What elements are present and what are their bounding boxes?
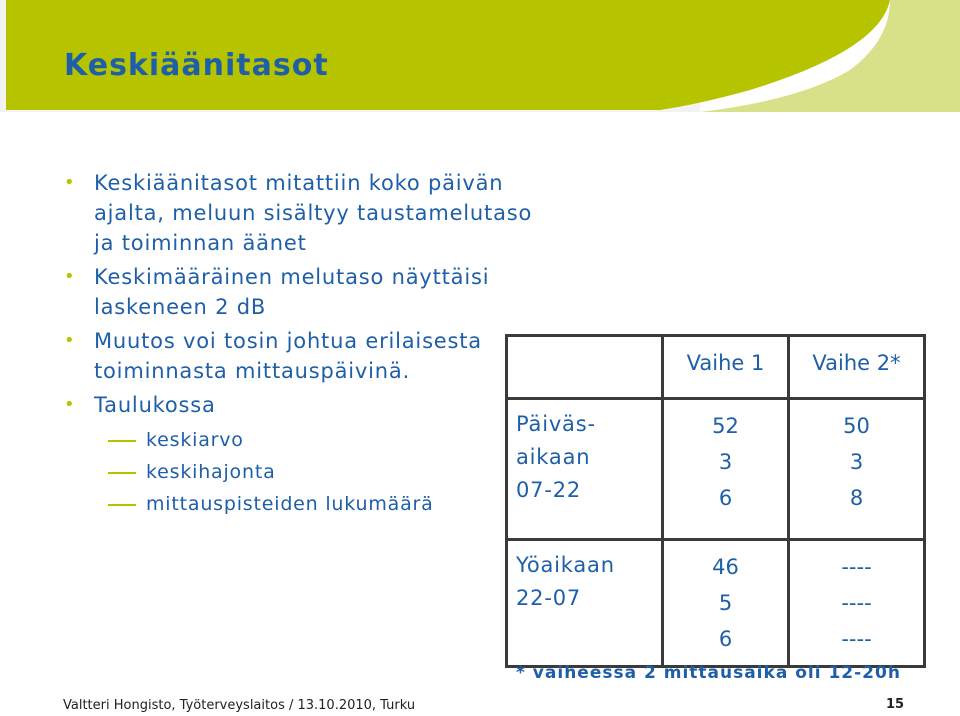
dash-icon (108, 440, 136, 442)
corner-cell (507, 336, 663, 399)
header-phase-2: Vaihe 2* (789, 336, 925, 399)
std-value: 3 (849, 450, 864, 474)
table-row (507, 540, 925, 667)
bullet-icon: • (64, 394, 76, 415)
header-phase-1: Vaihe 1 (663, 336, 789, 399)
bullet-item (64, 168, 534, 258)
cell-day-phase-2 (789, 399, 925, 540)
bullet-text: Keskimääräinen melutaso näyttäisi laskeneen 2 dB (94, 265, 490, 319)
sub-bullet-text: mittauspisteiden lukumäärä (146, 493, 434, 515)
bullet-icon: • (64, 172, 76, 193)
bullet-icon: • (64, 330, 76, 351)
std-value: 3 (718, 450, 733, 474)
count-value: 6 (718, 486, 733, 510)
cell-night-phase-1 (663, 540, 789, 667)
sub-bullet-item (64, 456, 534, 488)
row-label-day (507, 399, 663, 540)
std-value: ---- (841, 591, 872, 615)
slide-title: Keskiäänitasot (64, 48, 329, 83)
row-label-night (507, 540, 663, 667)
sub-bullet-text: keskiarvo (146, 429, 244, 451)
count-value: 8 (849, 486, 864, 510)
cell-day-phase-1 (663, 399, 789, 540)
bullet-item (64, 262, 534, 322)
label-line: Yöaikaan (516, 553, 615, 577)
dash-icon (108, 472, 136, 474)
count-value: 6 (718, 627, 733, 651)
bullet-item (64, 326, 534, 386)
bullet-text: Taulukossa (94, 393, 216, 417)
dash-icon (108, 504, 136, 506)
sub-bullet-item (64, 488, 534, 520)
noise-level-table (505, 334, 926, 668)
mean-value: 46 (712, 555, 739, 579)
label-line: Päiväs- (516, 412, 596, 436)
mean-value: 50 (843, 414, 870, 438)
slide-footer: Valtteri Hongisto, Työterveyslaitos / 13.10.2010, Turku (63, 698, 416, 713)
cell-night-phase-2 (789, 540, 925, 667)
table-header-row (507, 336, 925, 399)
bullet-text: Muutos voi tosin johtua erilaisesta toiminnasta mittauspäivinä. (94, 329, 482, 383)
bullet-icon: • (64, 266, 76, 287)
std-value: 5 (718, 591, 733, 615)
table-row (507, 399, 925, 540)
sub-bullet-text: keskihajonta (146, 461, 276, 483)
count-value: ---- (841, 627, 872, 651)
bullet-item (64, 390, 534, 420)
label-line: 22-07 (516, 586, 582, 610)
sub-bullet-item (64, 424, 534, 456)
label-line: 07-22 (516, 478, 582, 502)
label-line: aikaan (516, 445, 591, 469)
mean-value: ---- (841, 555, 872, 579)
bullet-list (64, 168, 534, 520)
mean-value: 52 (712, 414, 739, 438)
bullet-text: Keskiäänitasot mitattiin koko päivän ajalta, meluun sisältyy taustamelutaso ja toiminnan äänet (94, 171, 533, 255)
page-number: 15 (886, 697, 905, 712)
table-footnote: * vaiheessa 2 mittausaika oli 12-20h (516, 663, 901, 683)
